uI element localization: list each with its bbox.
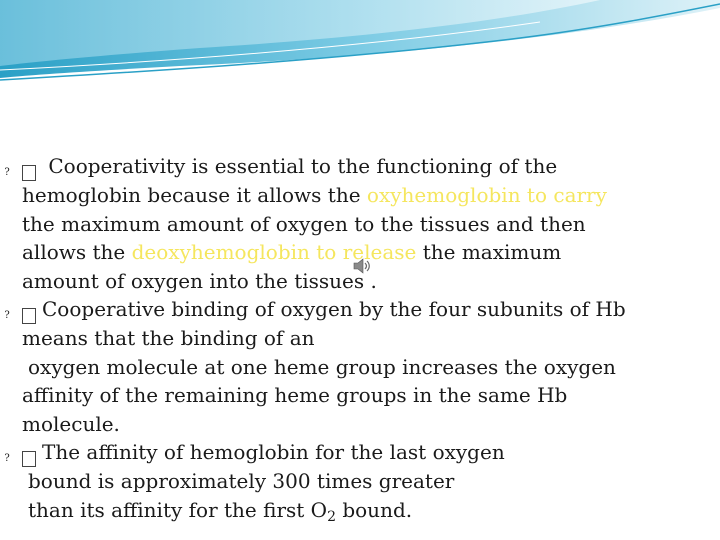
- paragraph-3: [4, 438, 702, 531]
- speaker-icon[interactable]: [352, 256, 372, 276]
- line: [22, 210, 702, 239]
- bullet-icon: ?: [22, 165, 36, 181]
- line: [28, 353, 702, 382]
- highlight-text: deoxyhemoglobin to release: [131, 240, 417, 264]
- text-span: Cooperativity is essential to the functioning of the: [42, 154, 558, 178]
- line: [22, 410, 702, 439]
- text-span: than its affinity for the first O: [28, 497, 328, 522]
- text-span: hemoglobin because it allows the: [22, 183, 367, 207]
- line: [4, 152, 702, 181]
- line: [22, 181, 702, 210]
- line: [4, 438, 702, 467]
- line: [22, 267, 702, 296]
- slide-body: [4, 152, 702, 531]
- line: [4, 295, 702, 324]
- text-span: molecule.: [22, 411, 120, 436]
- line: [28, 467, 702, 496]
- line: [22, 381, 702, 410]
- text-span: The affinity of hemoglobin for the last oxygen: [42, 440, 505, 464]
- text-span: allows the: [22, 240, 132, 264]
- text-span: oxygen molecule at one heme group increases the oxygen: [28, 354, 616, 379]
- bullet-icon: ?: [22, 308, 36, 324]
- text-span: bound.: [335, 497, 413, 522]
- text-span: means that the binding of an: [22, 326, 315, 350]
- paragraph-2: [4, 295, 702, 438]
- text-span: the maximum amount of oxygen to the tissues and then: [22, 211, 586, 236]
- text-span: Cooperative binding of oxygen by the four subunits of Hb: [42, 297, 626, 321]
- line: [22, 238, 702, 267]
- highlight-text: oxyhemoglobin to carry: [366, 183, 607, 207]
- text-span: the maximum: [416, 240, 562, 264]
- subscript: 2: [327, 508, 336, 525]
- bullet-icon: ?: [22, 451, 36, 467]
- header-wave-decoration: [0, 0, 720, 90]
- line: [22, 324, 702, 353]
- line: [28, 496, 702, 532]
- text-span: amount of oxygen into the tissues .: [22, 268, 377, 293]
- text-span: bound is approximately 300 times greater: [28, 469, 455, 493]
- text-span: affinity of the remaining heme groups in the same Hb: [22, 383, 568, 407]
